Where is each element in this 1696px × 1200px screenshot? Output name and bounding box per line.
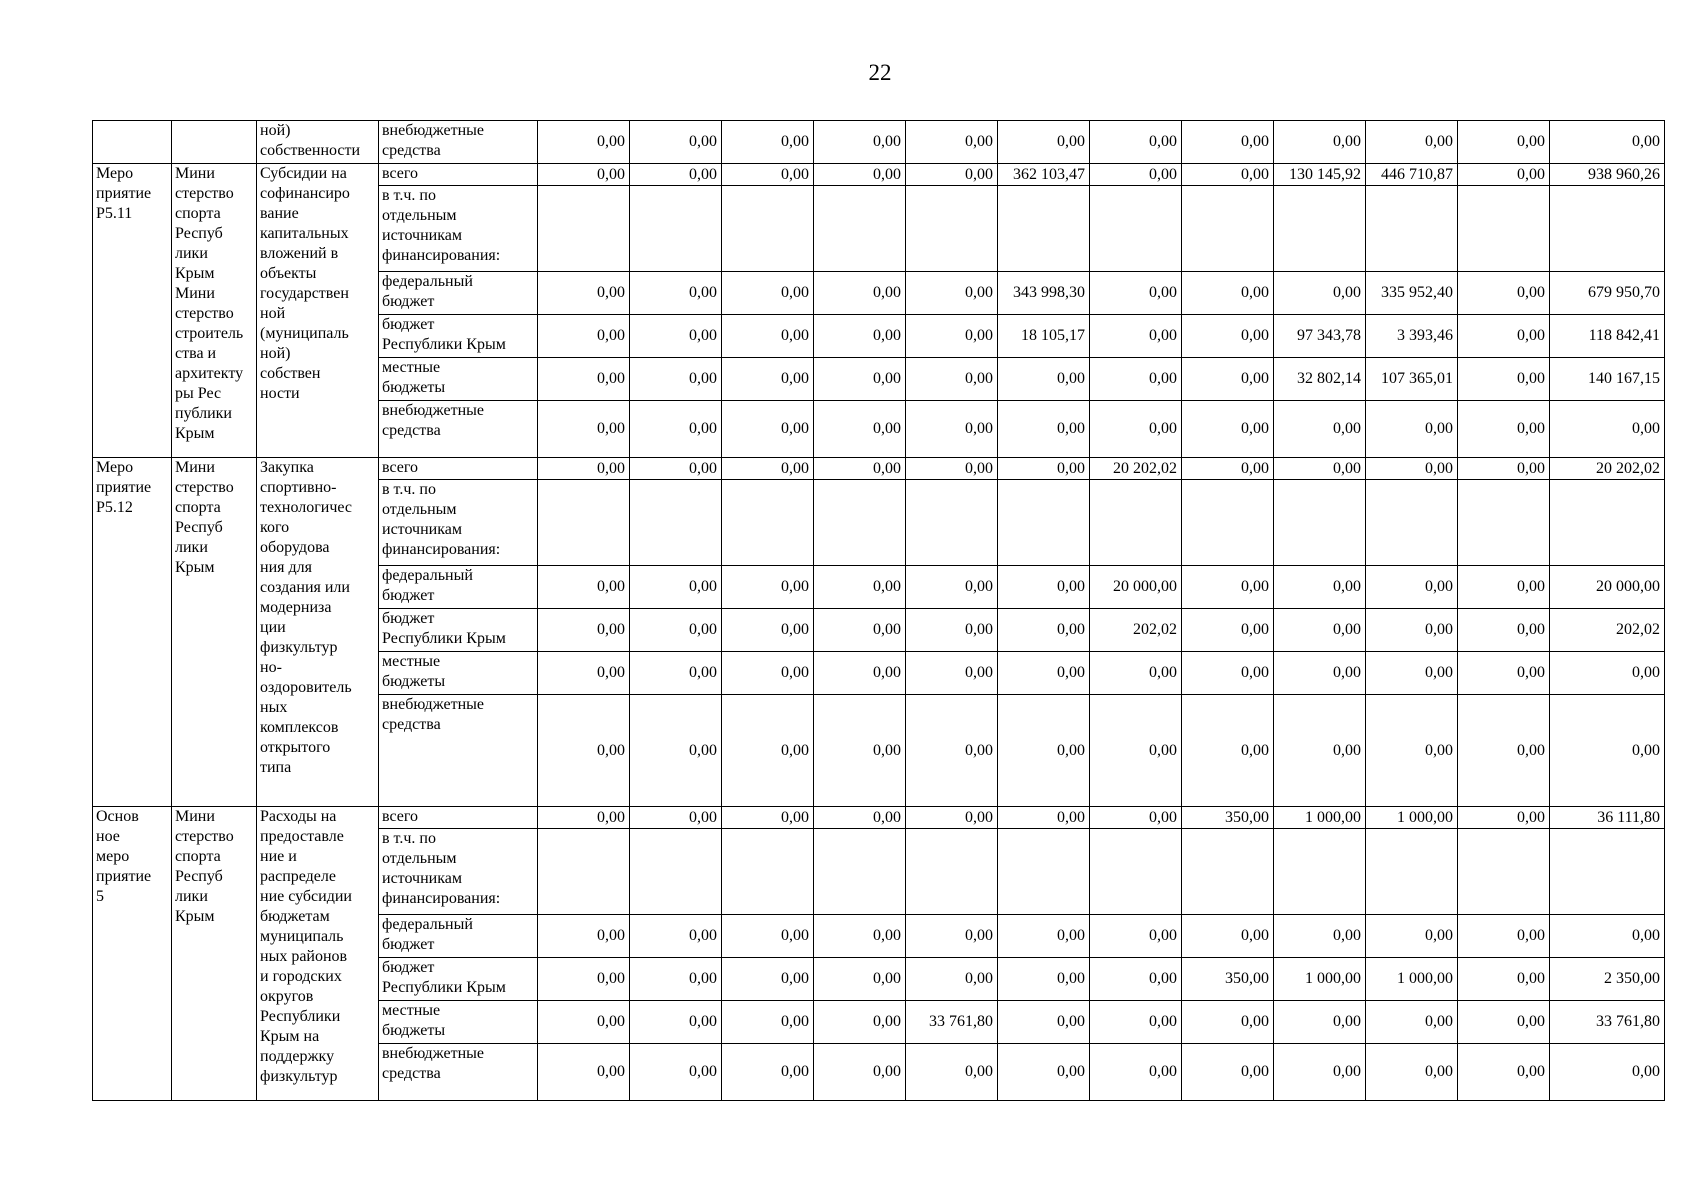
value-cell: 0,00 bbox=[722, 164, 814, 186]
value-cell: 3 393,46 bbox=[1366, 315, 1458, 358]
value-cell bbox=[906, 186, 998, 272]
description-cell: Закупка спортивно- технологичес кого оборудова ния для создания или модерниза ции физкультур но- оздоровитель ных комплексов открытого типа bbox=[257, 458, 379, 807]
value-cell bbox=[814, 829, 906, 915]
value-cell: 0,00 bbox=[814, 915, 906, 958]
measure-cell: Основ ное меро приятие 5 bbox=[93, 807, 172, 1101]
value-cell: 0,00 bbox=[1090, 915, 1182, 958]
value-cell: 0,00 bbox=[630, 566, 722, 609]
value-cell: 0,00 bbox=[906, 272, 998, 315]
value-cell: 33 761,80 bbox=[1550, 1001, 1665, 1044]
executor-cell: Мини стерство спорта Респуб лики Крым bbox=[172, 458, 257, 807]
value-cell: 0,00 bbox=[1550, 1044, 1665, 1101]
value-cell: 0,00 bbox=[906, 958, 998, 1001]
value-cell: 0,00 bbox=[1274, 915, 1366, 958]
value-cell: 0,00 bbox=[1090, 272, 1182, 315]
value-cell bbox=[630, 480, 722, 566]
value-cell: 202,02 bbox=[1090, 609, 1182, 652]
value-cell bbox=[722, 186, 814, 272]
value-cell: 350,00 bbox=[1182, 807, 1274, 829]
value-cell: 0,00 bbox=[1274, 458, 1366, 480]
value-cell: 0,00 bbox=[1366, 652, 1458, 695]
value-cell: 0,00 bbox=[998, 401, 1090, 458]
value-cell: 0,00 bbox=[1366, 401, 1458, 458]
value-cell: 0,00 bbox=[1182, 401, 1274, 458]
value-cell: 0,00 bbox=[1090, 1001, 1182, 1044]
value-cell: 0,00 bbox=[906, 164, 998, 186]
value-cell: 0,00 bbox=[1182, 358, 1274, 401]
value-cell: 0,00 bbox=[1090, 315, 1182, 358]
value-cell: 0,00 bbox=[1458, 358, 1550, 401]
value-cell: 0,00 bbox=[1458, 272, 1550, 315]
value-cell: 0,00 bbox=[1550, 121, 1665, 164]
value-cell: 0,00 bbox=[722, 272, 814, 315]
value-cell: 0,00 bbox=[1458, 695, 1550, 807]
value-cell: 0,00 bbox=[722, 609, 814, 652]
value-cell: 0,00 bbox=[906, 695, 998, 807]
value-cell: 0,00 bbox=[1458, 958, 1550, 1001]
value-cell: 0,00 bbox=[998, 1001, 1090, 1044]
value-cell: 0,00 bbox=[722, 458, 814, 480]
value-cell bbox=[814, 186, 906, 272]
value-cell: 32 802,14 bbox=[1274, 358, 1366, 401]
value-cell: 0,00 bbox=[998, 566, 1090, 609]
value-cell: 0,00 bbox=[1274, 401, 1366, 458]
value-cell: 130 145,92 bbox=[1274, 164, 1366, 186]
value-cell: 343 998,30 bbox=[998, 272, 1090, 315]
value-cell bbox=[1182, 829, 1274, 915]
value-cell: 1 000,00 bbox=[1274, 958, 1366, 1001]
value-cell bbox=[998, 186, 1090, 272]
value-cell: 0,00 bbox=[538, 315, 630, 358]
description-cell: Субсидии на софинансиро вание капитальных вложений в объекты государствен ной (муниципаль ной) собствен ности bbox=[257, 164, 379, 458]
value-cell bbox=[538, 829, 630, 915]
value-cell bbox=[722, 829, 814, 915]
value-cell: 0,00 bbox=[814, 807, 906, 829]
table-row bbox=[93, 458, 1665, 480]
value-cell: 0,00 bbox=[722, 1044, 814, 1101]
description-cell: ной) собственности bbox=[257, 121, 379, 164]
executor-cell bbox=[172, 121, 257, 164]
value-cell: 0,00 bbox=[1366, 458, 1458, 480]
value-cell: 0,00 bbox=[1090, 958, 1182, 1001]
value-cell: 0,00 bbox=[1366, 1001, 1458, 1044]
value-cell: 0,00 bbox=[630, 121, 722, 164]
funding-source-cell: бюджет Республики Крым bbox=[379, 958, 538, 1001]
funding-source-cell: в т.ч. по отдельным источникам финансирования: bbox=[379, 186, 538, 272]
value-cell: 0,00 bbox=[1182, 315, 1274, 358]
value-cell: 33 761,80 bbox=[906, 1001, 998, 1044]
value-cell: 0,00 bbox=[538, 121, 630, 164]
value-cell: 0,00 bbox=[1550, 652, 1665, 695]
page-number: 22 bbox=[868, 60, 892, 85]
value-cell bbox=[1550, 829, 1665, 915]
value-cell bbox=[1182, 480, 1274, 566]
value-cell bbox=[1550, 480, 1665, 566]
budget-table bbox=[92, 120, 1665, 1101]
value-cell: 0,00 bbox=[722, 807, 814, 829]
funding-source-cell: федеральный бюджет bbox=[379, 272, 538, 315]
value-cell: 107 365,01 bbox=[1366, 358, 1458, 401]
value-cell: 0,00 bbox=[630, 1001, 722, 1044]
value-cell: 0,00 bbox=[538, 272, 630, 315]
value-cell: 362 103,47 bbox=[998, 164, 1090, 186]
value-cell bbox=[630, 829, 722, 915]
value-cell: 0,00 bbox=[998, 121, 1090, 164]
value-cell bbox=[1366, 480, 1458, 566]
value-cell: 0,00 bbox=[906, 1044, 998, 1101]
value-cell: 0,00 bbox=[722, 958, 814, 1001]
value-cell: 0,00 bbox=[814, 609, 906, 652]
value-cell: 0,00 bbox=[998, 652, 1090, 695]
value-cell: 0,00 bbox=[1182, 121, 1274, 164]
value-cell: 0,00 bbox=[630, 1044, 722, 1101]
value-cell: 0,00 bbox=[814, 652, 906, 695]
value-cell: 0,00 bbox=[722, 652, 814, 695]
table-row bbox=[93, 121, 1665, 164]
value-cell: 0,00 bbox=[1458, 807, 1550, 829]
funding-source-cell: всего bbox=[379, 458, 538, 480]
value-cell: 0,00 bbox=[998, 807, 1090, 829]
value-cell: 0,00 bbox=[998, 458, 1090, 480]
value-cell: 0,00 bbox=[1274, 272, 1366, 315]
value-cell: 1 000,00 bbox=[1366, 958, 1458, 1001]
value-cell: 0,00 bbox=[722, 358, 814, 401]
funding-source-cell: внебюджетные средства bbox=[379, 401, 538, 458]
value-cell: 0,00 bbox=[1458, 315, 1550, 358]
value-cell: 0,00 bbox=[1182, 164, 1274, 186]
value-cell bbox=[1550, 186, 1665, 272]
value-cell bbox=[1458, 829, 1550, 915]
value-cell bbox=[906, 480, 998, 566]
value-cell: 0,00 bbox=[998, 695, 1090, 807]
value-cell: 1 000,00 bbox=[1366, 807, 1458, 829]
value-cell: 0,00 bbox=[1458, 164, 1550, 186]
value-cell: 0,00 bbox=[538, 566, 630, 609]
value-cell: 0,00 bbox=[1550, 915, 1665, 958]
value-cell: 0,00 bbox=[1550, 401, 1665, 458]
value-cell: 18 105,17 bbox=[998, 315, 1090, 358]
value-cell: 0,00 bbox=[998, 1044, 1090, 1101]
value-cell: 0,00 bbox=[998, 915, 1090, 958]
value-cell bbox=[1090, 186, 1182, 272]
value-cell: 0,00 bbox=[1182, 272, 1274, 315]
value-cell: 0,00 bbox=[998, 358, 1090, 401]
value-cell: 0,00 bbox=[814, 695, 906, 807]
value-cell: 20 000,00 bbox=[1090, 566, 1182, 609]
value-cell: 0,00 bbox=[814, 401, 906, 458]
value-cell: 0,00 bbox=[1458, 401, 1550, 458]
table-row bbox=[93, 164, 1665, 186]
value-cell: 0,00 bbox=[998, 958, 1090, 1001]
funding-source-cell: всего bbox=[379, 807, 538, 829]
value-cell: 0,00 bbox=[630, 958, 722, 1001]
measure-cell: Меро приятие Р5.11 bbox=[93, 164, 172, 458]
value-cell: 0,00 bbox=[814, 164, 906, 186]
value-cell: 0,00 bbox=[1458, 609, 1550, 652]
value-cell bbox=[1274, 480, 1366, 566]
value-cell: 446 710,87 bbox=[1366, 164, 1458, 186]
value-cell: 0,00 bbox=[814, 958, 906, 1001]
value-cell: 0,00 bbox=[722, 1001, 814, 1044]
value-cell: 0,00 bbox=[814, 315, 906, 358]
value-cell: 0,00 bbox=[1182, 458, 1274, 480]
value-cell: 0,00 bbox=[814, 358, 906, 401]
value-cell: 0,00 bbox=[906, 566, 998, 609]
value-cell: 0,00 bbox=[538, 458, 630, 480]
value-cell: 0,00 bbox=[630, 272, 722, 315]
value-cell: 0,00 bbox=[538, 1001, 630, 1044]
value-cell: 0,00 bbox=[814, 1001, 906, 1044]
value-cell: 0,00 bbox=[1458, 915, 1550, 958]
measure-cell: Меро приятие Р5.12 bbox=[93, 458, 172, 807]
funding-source-cell: местные бюджеты bbox=[379, 1001, 538, 1044]
value-cell bbox=[1090, 829, 1182, 915]
funding-source-cell: в т.ч. по отдельным источникам финансирования: bbox=[379, 829, 538, 915]
value-cell: 0,00 bbox=[722, 915, 814, 958]
value-cell: 0,00 bbox=[1090, 401, 1182, 458]
value-cell: 0,00 bbox=[722, 401, 814, 458]
value-cell: 0,00 bbox=[1274, 695, 1366, 807]
value-cell: 0,00 bbox=[630, 695, 722, 807]
value-cell: 0,00 bbox=[1090, 1044, 1182, 1101]
value-cell: 0,00 bbox=[538, 401, 630, 458]
funding-source-cell: внебюджетные средства bbox=[379, 1044, 538, 1101]
value-cell: 0,00 bbox=[1182, 695, 1274, 807]
funding-source-cell: местные бюджеты bbox=[379, 652, 538, 695]
value-cell: 0,00 bbox=[906, 915, 998, 958]
value-cell: 0,00 bbox=[1182, 915, 1274, 958]
value-cell bbox=[538, 186, 630, 272]
value-cell: 0,00 bbox=[630, 807, 722, 829]
value-cell: 0,00 bbox=[538, 915, 630, 958]
value-cell: 0,00 bbox=[906, 458, 998, 480]
value-cell: 0,00 bbox=[1366, 609, 1458, 652]
value-cell: 0,00 bbox=[538, 695, 630, 807]
funding-source-cell: бюджет Республики Крым bbox=[379, 609, 538, 652]
value-cell: 0,00 bbox=[538, 358, 630, 401]
value-cell: 0,00 bbox=[1182, 566, 1274, 609]
value-cell: 0,00 bbox=[1366, 566, 1458, 609]
value-cell: 0,00 bbox=[722, 566, 814, 609]
value-cell: 0,00 bbox=[1274, 609, 1366, 652]
value-cell: 0,00 bbox=[630, 609, 722, 652]
value-cell bbox=[998, 480, 1090, 566]
value-cell: 0,00 bbox=[1274, 1044, 1366, 1101]
value-cell: 0,00 bbox=[722, 121, 814, 164]
value-cell: 0,00 bbox=[538, 1044, 630, 1101]
value-cell bbox=[906, 829, 998, 915]
value-cell: 0,00 bbox=[998, 609, 1090, 652]
value-cell: 0,00 bbox=[630, 164, 722, 186]
value-cell: 0,00 bbox=[906, 609, 998, 652]
value-cell: 36 111,80 bbox=[1550, 807, 1665, 829]
value-cell: 0,00 bbox=[1090, 652, 1182, 695]
funding-source-cell: в т.ч. по отдельным источникам финансирования: bbox=[379, 480, 538, 566]
funding-source-cell: федеральный бюджет bbox=[379, 566, 538, 609]
value-cell bbox=[1274, 186, 1366, 272]
value-cell: 0,00 bbox=[630, 401, 722, 458]
value-cell bbox=[998, 829, 1090, 915]
value-cell bbox=[1090, 480, 1182, 566]
value-cell bbox=[814, 480, 906, 566]
value-cell: 0,00 bbox=[1366, 121, 1458, 164]
value-cell bbox=[1458, 480, 1550, 566]
value-cell: 0,00 bbox=[1090, 358, 1182, 401]
value-cell: 20 000,00 bbox=[1550, 566, 1665, 609]
value-cell bbox=[1366, 186, 1458, 272]
value-cell bbox=[722, 480, 814, 566]
value-cell: 0,00 bbox=[906, 652, 998, 695]
value-cell: 679 950,70 bbox=[1550, 272, 1665, 315]
value-cell: 0,00 bbox=[814, 566, 906, 609]
value-cell: 20 202,02 bbox=[1550, 458, 1665, 480]
value-cell: 0,00 bbox=[1458, 1001, 1550, 1044]
value-cell: 0,00 bbox=[1366, 695, 1458, 807]
value-cell: 0,00 bbox=[1274, 566, 1366, 609]
value-cell: 0,00 bbox=[1458, 121, 1550, 164]
value-cell: 0,00 bbox=[538, 807, 630, 829]
value-cell: 0,00 bbox=[906, 807, 998, 829]
value-cell: 350,00 bbox=[1182, 958, 1274, 1001]
value-cell: 335 952,40 bbox=[1366, 272, 1458, 315]
value-cell: 0,00 bbox=[538, 652, 630, 695]
value-cell: 0,00 bbox=[1090, 695, 1182, 807]
value-cell bbox=[1458, 186, 1550, 272]
value-cell: 0,00 bbox=[1458, 1044, 1550, 1101]
value-cell: 0,00 bbox=[722, 315, 814, 358]
value-cell: 0,00 bbox=[814, 458, 906, 480]
value-cell: 97 343,78 bbox=[1274, 315, 1366, 358]
value-cell: 0,00 bbox=[1458, 566, 1550, 609]
value-cell: 0,00 bbox=[814, 1044, 906, 1101]
value-cell: 0,00 bbox=[538, 609, 630, 652]
funding-source-cell: всего bbox=[379, 164, 538, 186]
value-cell: 0,00 bbox=[722, 695, 814, 807]
value-cell: 0,00 bbox=[630, 315, 722, 358]
value-cell: 0,00 bbox=[1274, 121, 1366, 164]
value-cell: 0,00 bbox=[538, 164, 630, 186]
description-cell: Расходы на предоставле ние и распределе ние субсидии бюджетам муниципаль ных районов и городских округов Республики Крым на поддержку физкультур bbox=[257, 807, 379, 1101]
value-cell: 0,00 bbox=[1182, 1001, 1274, 1044]
value-cell: 0,00 bbox=[1090, 164, 1182, 186]
value-cell: 2 350,00 bbox=[1550, 958, 1665, 1001]
value-cell: 0,00 bbox=[1550, 695, 1665, 807]
value-cell: 0,00 bbox=[1366, 1044, 1458, 1101]
value-cell: 0,00 bbox=[1458, 458, 1550, 480]
value-cell bbox=[630, 186, 722, 272]
funding-source-cell: федеральный бюджет bbox=[379, 915, 538, 958]
value-cell: 0,00 bbox=[1458, 652, 1550, 695]
value-cell: 20 202,02 bbox=[1090, 458, 1182, 480]
value-cell: 0,00 bbox=[630, 458, 722, 480]
value-cell: 0,00 bbox=[906, 121, 998, 164]
value-cell: 0,00 bbox=[1182, 609, 1274, 652]
executor-cell: Мини стерство спорта Респуб лики Крым bbox=[172, 807, 257, 1101]
value-cell: 0,00 bbox=[1366, 915, 1458, 958]
value-cell: 0,00 bbox=[814, 272, 906, 315]
value-cell: 0,00 bbox=[906, 315, 998, 358]
value-cell: 0,00 bbox=[906, 401, 998, 458]
executor-cell: Мини стерство спорта Респуб лики Крым Мини стерство строитель ства и архитекту ры Рес публики Крым bbox=[172, 164, 257, 458]
value-cell: 0,00 bbox=[1090, 807, 1182, 829]
funding-source-cell: бюджет Республики Крым bbox=[379, 315, 538, 358]
value-cell: 1 000,00 bbox=[1274, 807, 1366, 829]
value-cell: 140 167,15 bbox=[1550, 358, 1665, 401]
value-cell: 0,00 bbox=[1274, 652, 1366, 695]
value-cell: 0,00 bbox=[538, 958, 630, 1001]
value-cell: 0,00 bbox=[906, 358, 998, 401]
value-cell: 0,00 bbox=[630, 652, 722, 695]
budget-table-container bbox=[92, 120, 1660, 1085]
value-cell: 0,00 bbox=[814, 121, 906, 164]
value-cell: 0,00 bbox=[630, 358, 722, 401]
value-cell: 202,02 bbox=[1550, 609, 1665, 652]
value-cell: 0,00 bbox=[1182, 1044, 1274, 1101]
value-cell: 0,00 bbox=[1182, 652, 1274, 695]
value-cell: 0,00 bbox=[1090, 121, 1182, 164]
funding-source-cell: внебюджетные средства bbox=[379, 695, 538, 807]
value-cell: 0,00 bbox=[1274, 1001, 1366, 1044]
value-cell bbox=[1274, 829, 1366, 915]
value-cell: 118 842,41 bbox=[1550, 315, 1665, 358]
value-cell bbox=[1182, 186, 1274, 272]
funding-source-cell: внебюджетные средства bbox=[379, 121, 538, 164]
value-cell: 0,00 bbox=[630, 915, 722, 958]
funding-source-cell: местные бюджеты bbox=[379, 358, 538, 401]
value-cell bbox=[1366, 829, 1458, 915]
measure-cell bbox=[93, 121, 172, 164]
value-cell bbox=[538, 480, 630, 566]
table-row bbox=[93, 807, 1665, 829]
value-cell: 938 960,26 bbox=[1550, 164, 1665, 186]
